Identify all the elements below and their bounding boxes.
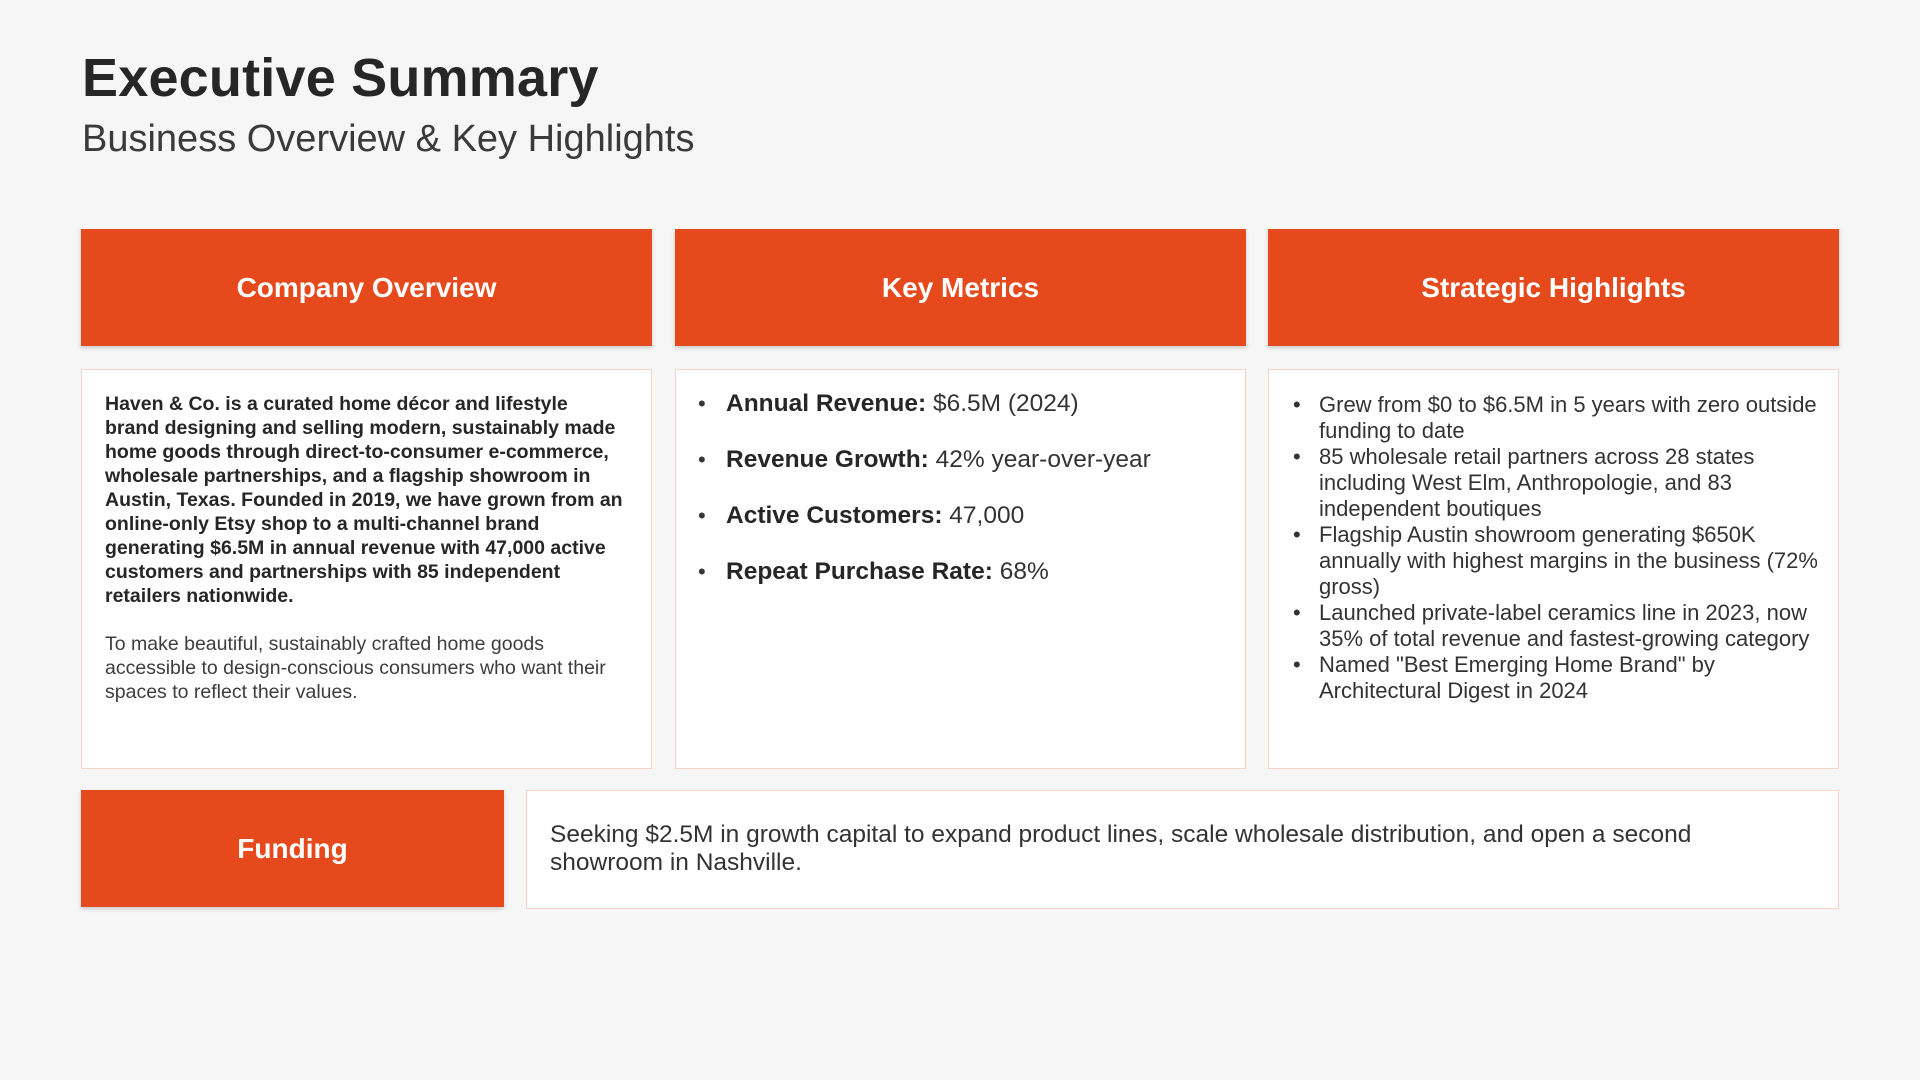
metric-item (698, 444, 1218, 476)
bullet-icon: • (698, 559, 706, 584)
key-metrics-list (698, 388, 1218, 612)
strategic-highlights-header-label: Strategic Highlights (1421, 271, 1686, 303)
strategic-highlights-header (1268, 229, 1839, 346)
highlight-text: Named "Best Emerging Home Brand" by Architectural Digest in 2024 (1319, 652, 1715, 703)
metric-item (698, 500, 1218, 532)
bullet-icon: • (1293, 600, 1301, 625)
page-title: Executive Summary (82, 48, 599, 108)
key-metrics-card (675, 369, 1246, 769)
highlight-text: Launched private-label ceramics line in 2023, now 35% of total revenue and fastest-growing category (1319, 600, 1810, 651)
bullet-icon: • (1293, 522, 1301, 547)
company-overview-card (81, 369, 652, 769)
key-metrics-header-label: Key Metrics (881, 271, 1040, 303)
bullet-icon: • (698, 447, 706, 472)
strategic-highlights-list (1291, 392, 1821, 704)
metric-label: Annual Revenue: (726, 390, 927, 417)
metric-item (698, 388, 1218, 420)
highlight-item (1291, 652, 1821, 704)
metric-value: 47,000 (949, 502, 1025, 529)
metric-label: Active Customers: (726, 502, 943, 529)
company-description: Haven & Co. is a curated home décor and lifestyle brand designing and selling modern, sustainably made home goods through direct-to-consumer e-commerce, wholesale partnerships, and a flagship showroom in Austin, Texas. Founded in 2019, we have grown from an online-only Etsy shop to a multi-channel brand generating $6.5M in annual revenue with 47,000 active customers and partnerships with 85 independent retailers nationwide. (105, 393, 623, 607)
funding-header (81, 790, 504, 907)
company-overview-header-label: Company Overview (236, 271, 497, 303)
company-overview-header (81, 229, 652, 346)
metric-label: Repeat Purchase Rate: (726, 558, 993, 585)
bullet-icon: • (698, 503, 706, 528)
key-metrics-header (675, 229, 1246, 346)
page-subtitle: Business Overview & Key Highlights (82, 118, 695, 160)
highlight-item (1291, 600, 1821, 652)
funding-text: Seeking $2.5M in growth capital to expand product lines, scale wholesale distribution, and open a second showroom in Nashville. (550, 821, 1692, 876)
bullet-icon: • (1293, 652, 1301, 677)
bullet-icon: • (1293, 392, 1301, 417)
bullet-icon: • (698, 391, 706, 416)
strategic-highlights-card (1268, 369, 1839, 769)
highlight-text: Grew from $0 to $6.5M in 5 years with zero outside funding to date (1319, 392, 1817, 443)
metric-value: 68% (999, 558, 1049, 585)
funding-header-label: Funding (237, 832, 348, 864)
metric-label: Revenue Growth: (726, 446, 929, 473)
funding-card (526, 790, 1839, 909)
highlight-item (1291, 392, 1821, 444)
bullet-icon: • (1293, 444, 1301, 469)
company-mission: To make beautiful, sustainably crafted home goods accessible to design-conscious consumers who want their spaces to reflect their values. (105, 633, 606, 703)
metric-value: 42% year-over-year (935, 446, 1151, 473)
highlight-item (1291, 522, 1821, 600)
highlight-text: Flagship Austin showroom generating $650K annually with highest margins in the business (72% gross) (1319, 522, 1818, 599)
highlight-text: 85 wholesale retail partners across 28 states including West Elm, Anthropologie, and 83 independent boutiques (1319, 444, 1755, 521)
highlight-item (1291, 444, 1821, 522)
metric-item (698, 556, 1218, 588)
metric-value: $6.5M (2024) (932, 390, 1079, 417)
